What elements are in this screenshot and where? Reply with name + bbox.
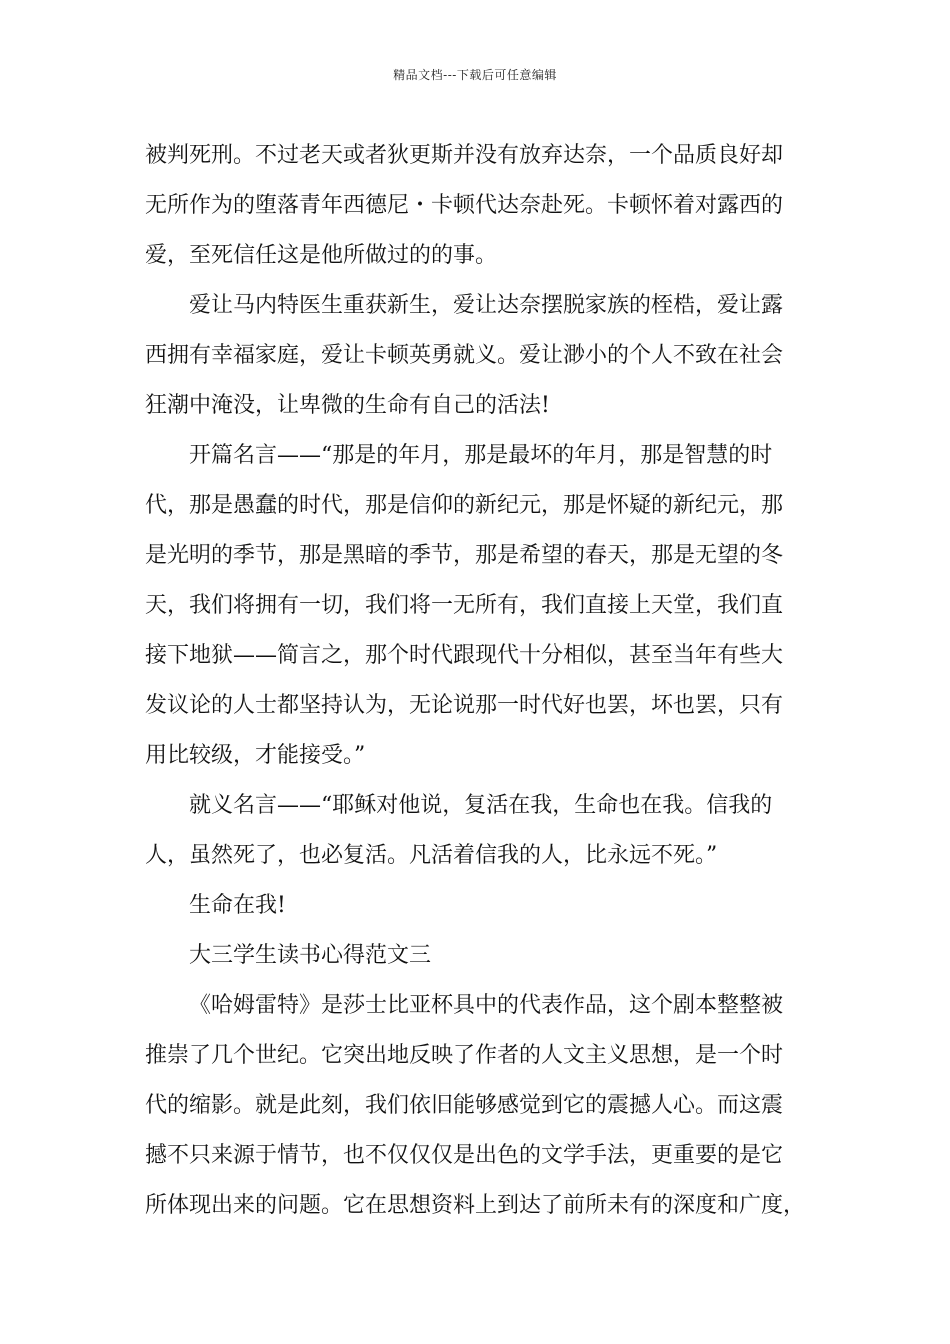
page-header: 精品文档---下载后可任意编辑 [393, 68, 557, 82]
text-line: 撼不只来源于情节，也不仅仅仅是出色的文学手法，更重要的是它 [145, 1143, 784, 1168]
text-line: 西拥有幸福家庭，爱让卡顿英勇就义。爱让渺小的个人不致在社会 [145, 343, 784, 368]
paragraph-start-line: 爱让马内特医生重获新生，爱让达奈摆脱家族的桎梏，爱让露 [189, 293, 784, 318]
paragraph-start-line: 《哈姆雷特》是莎士比亚杯具中的代表作品，这个剧本整整被 [189, 993, 784, 1018]
text-line: 狂潮中淹没，让卑微的生命有自己的活法! [145, 393, 550, 418]
section-heading: 大三学生读书心得范文三 [189, 943, 432, 968]
text-line: 被判死刑。不过老天或者狄更斯并没有放弃达奈，一个品质良好却 [145, 143, 784, 168]
text-line: 用比较级，才能接受。” [145, 743, 366, 768]
paragraph-start-line: 开篇名言——“那是的年月，那是最坏的年月，那是智慧的时 [189, 443, 773, 468]
text-line: 代，那是愚蠢的时代，那是信仰的新纪元，那是怀疑的新纪元，那 [145, 493, 784, 518]
paragraph-start-line: 就义名言——“耶稣对他说，复活在我，生命也在我。信我的 [189, 793, 773, 818]
document-body [145, 131, 805, 1231]
text-line: 发议论的人士都坚持认为，无论说那一时代好也罢，坏也罢，只有 [145, 693, 784, 718]
text-line: 爱，至死信任这是他所做过的的事。 [145, 243, 498, 268]
text-line: 人，虽然死了，也必复活。凡活着信我的人，比永远不死。” [145, 843, 718, 868]
text-line: 接下地狱——简言之，那个时代跟现代十分相似，甚至当年有些大 [145, 643, 784, 668]
text-line: 推崇了几个世纪。它突出地反映了作者的人文主义思想，是一个时 [145, 1043, 784, 1068]
text-line: 所体现出来的问题。它在思想资料上到达了前所未有的深度和广度， [145, 1193, 805, 1218]
text-line: 是光明的季节，那是黑暗的季节，那是希望的春天，那是无望的冬 [145, 543, 784, 568]
paragraph-start-line: 生命在我! [189, 893, 286, 918]
text-line: 代的缩影。就是此刻，我们依旧能够感觉到它的震撼人心。而这震 [145, 1093, 784, 1118]
text-line: 天，我们将拥有一切，我们将一无所有，我们直接上天堂，我们直 [145, 593, 784, 618]
text-line: 无所作为的堕落青年西德尼・卡顿代达奈赴死。卡顿怀着对露西的 [145, 193, 784, 218]
